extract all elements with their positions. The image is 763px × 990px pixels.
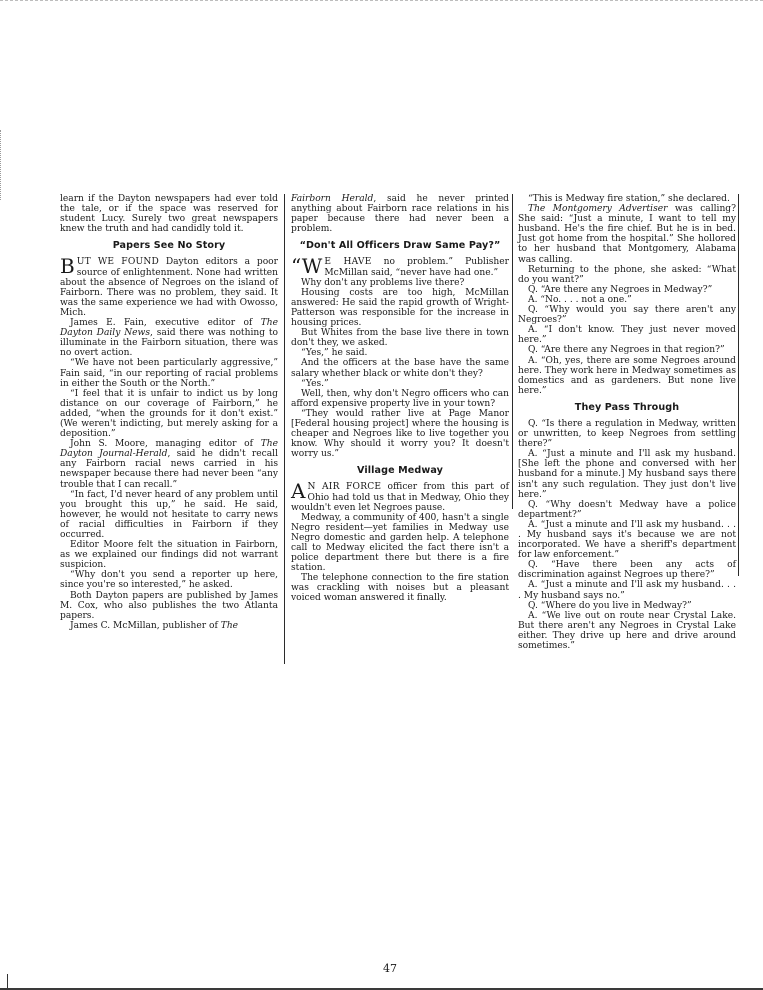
paragraph-text: , said there was nothing to illuminate in the Fairborn situation, there was no overt action. xyxy=(60,328,279,359)
scan-top-border xyxy=(0,0,763,2)
paragraph: learn if the Dayton newspapers had ever told the tale, or if the space was reserved for student Lucy. Surely two great newspapers knew the truth and had candidly told it. xyxy=(60,194,278,235)
section-heading: They Pass Through xyxy=(574,401,680,413)
scan-bottom-mark xyxy=(7,974,8,988)
section-heading: Village Medway xyxy=(357,465,443,477)
column-rule xyxy=(284,194,285,664)
paragraph: Editor Moore felt the situation in Fairborn, as we explained our findings did not warrant suspicion. xyxy=(60,540,278,571)
paragraph xyxy=(518,204,736,265)
paragraph-text: John S. Moore, managing editor of xyxy=(70,439,261,450)
lead-in-caps: UT WE FOUND xyxy=(76,257,159,268)
paragraph: A. “We live out on route near Crystal Lake. But there aren't any Negroes in Crystal Lake either. They drive up here and drive around sometimes.” xyxy=(518,610,736,652)
lead-paragraph xyxy=(291,479,509,513)
paragraph: Why don't any problems live there? xyxy=(301,277,465,288)
lead-paragraph xyxy=(291,254,509,279)
paragraph: Q. “Are there any Negroes in that region?” xyxy=(528,345,725,356)
paragraph-text: was calling? She said: “Just a minute, I want to tell my husband. He's the fire chief. But he is in bed. Just got home from the hospital.” She hollored to her husband that Montgomery, Alabama was calling. xyxy=(518,204,736,265)
paragraph: Q. “Why would you say there aren't any Negroes?” xyxy=(518,305,736,326)
paragraph: A. “Just a minute and I'll ask my husband. [She left the phone and conversed with her husband for a minute.] My husband says there isn't any such regulation. They just don't live here.” xyxy=(518,449,736,500)
paragraph: Q. “Have there been any acts of discrimination against Negroes up there?” xyxy=(518,560,736,581)
publication-title: Fairborn Herald xyxy=(291,194,374,204)
section-heading: “Don't All Officers Draw Same Pay?” xyxy=(299,240,501,252)
paragraph: “In fact, I'd never heard of any problem until you brought this up,” he said. He said, however, he would not hesitate to carry news of racial difficulties in Fairborn if they occurred. xyxy=(60,489,278,540)
paragraph: A. “Just a minute and I'll ask my husband. . . . My husband says no.” xyxy=(518,580,736,601)
paragraph: Both Dayton papers are published by James M. Cox, who also publishes the two Atlanta papers. xyxy=(60,590,278,621)
paragraph: “Yes,” he said. xyxy=(301,348,368,359)
paragraph: Q. “Why doesn't Medway have a police department?” xyxy=(518,499,736,520)
paragraph: A. “I don't know. They just never moved here.” xyxy=(518,325,736,346)
publication-title: The Montgomery Advertiser xyxy=(528,204,668,215)
column-rule xyxy=(512,194,513,509)
article-column-2 xyxy=(291,194,509,604)
paragraph xyxy=(60,439,278,489)
lead-in-caps: E HAVE xyxy=(324,257,372,268)
paragraph: Well, then, why don't Negro officers who can afford expensive property live in your town? xyxy=(291,388,509,409)
section-heading: Papers See No Story xyxy=(112,240,226,252)
paragraph-text: officer from this part of Ohio had told us that in Medway, Ohio they wouldn't even let Negroes pause. xyxy=(291,482,509,513)
article-column-3 xyxy=(518,194,736,651)
paragraph-text: , said he never printed anything about Fairborn race relations in his paper because there had never been a problem. xyxy=(291,194,509,235)
paragraph: A. “Just a minute and I'll ask my husband. . . . My husband says it's because we are not incorporated. We have a sheriff's department for law enforcement.” xyxy=(518,519,736,561)
paragraph: A. “Oh, yes, there are some Negroes around here. They work here in Medway sometimes as domestics and as gardeners. But none live here.” xyxy=(518,355,736,396)
paragraph: Housing costs are too high, McMillan answered: He said the rapid growth of Wright-Patterson was responsible for the increase in housing prices. xyxy=(291,287,509,329)
article-column-1 xyxy=(60,194,278,631)
publication-title: The xyxy=(220,620,239,631)
lead-paragraph xyxy=(60,254,278,318)
paragraph: Medway, a community of 400, hasn't a single Negro resident—yet families in Medway use Negro domestic and garden help. A telephone call to Medway elicited the fact there isn't a police department there but there is a fire station. xyxy=(291,512,509,574)
paragraph: Q. “Where do you live in Medway?” xyxy=(528,600,692,611)
paragraph: “This is Medway fire station,” she declared. xyxy=(528,194,730,204)
paragraph: A. “No. . . . not a one.” xyxy=(528,294,632,305)
paragraph-text: Dayton editors a poor source of enlightenment. None had written about the absence of Negroes on the island of Fairborn. There was no problem, they said. It was the same experience we had with Owosso, Mich. xyxy=(60,257,278,318)
paragraph: “Yes.” xyxy=(301,378,329,389)
drop-cap: A xyxy=(291,479,306,504)
paragraph: And the officers at the base have the same salary whether black or white don't they? xyxy=(291,358,509,379)
paragraph: “They would rather live at Page Manor [Federal housing project] where the housing is cheaper and Negroes like to live together you know. Why should it worry you? It doesn't worry us.” xyxy=(291,408,509,460)
paragraph: “We have not been particularly aggressive,” Fain said, “in our reporting of racial problems in either the South or the North.” xyxy=(60,358,278,389)
paragraph: Q. “Are there any Negroes in Medway?” xyxy=(528,284,713,295)
lead-in-caps: N AIR FORCE xyxy=(307,482,382,493)
publication-title: The Dayton Journal-Herald xyxy=(60,439,278,460)
paragraph-text: , said he didn't recall any Fairborn racial news carried in his newspaper because there had never been “any trouble that I can recall.” xyxy=(60,449,278,490)
page-number: 47 xyxy=(383,962,397,975)
paragraph: “Why don't you send a reporter up here, since you're so interested,” he asked. xyxy=(60,570,278,591)
paragraph-text: no problem.” Publisher McMillan said, “never have had one.” xyxy=(324,257,509,278)
paragraph: “I feel that it is unfair to indict us by long distance on our coverage of Fairborn,” he added, “when the grounds for it don't exist.” (We weren't indicting, but merely asking for a deposition.” xyxy=(60,388,278,440)
drop-cap: “W xyxy=(291,254,323,279)
column-rule xyxy=(738,194,739,576)
paragraph xyxy=(60,318,278,358)
drop-cap: B xyxy=(60,254,75,279)
paragraph: But Whites from the base live there in town don't they, we asked. xyxy=(291,328,509,349)
publication-title: The Dayton Daily News xyxy=(60,318,278,339)
paragraph-text: James E. Fain, executive editor of xyxy=(70,318,261,329)
scan-left-edge-marks xyxy=(0,130,4,200)
paragraph: Returning to the phone, she asked: “What do you want?” xyxy=(518,264,736,285)
paragraph: The telephone connection to the fire station was crackling with noises but a pleasant voiced woman answered it finally. xyxy=(291,573,509,604)
paragraph xyxy=(60,621,278,631)
paragraph xyxy=(291,194,509,234)
paragraph: Q. “Is there a regulation in Medway, written or unwritten, to keep Negroes from settling there?” xyxy=(518,418,736,450)
paragraph-text: James C. McMillan, publisher of xyxy=(70,620,221,631)
